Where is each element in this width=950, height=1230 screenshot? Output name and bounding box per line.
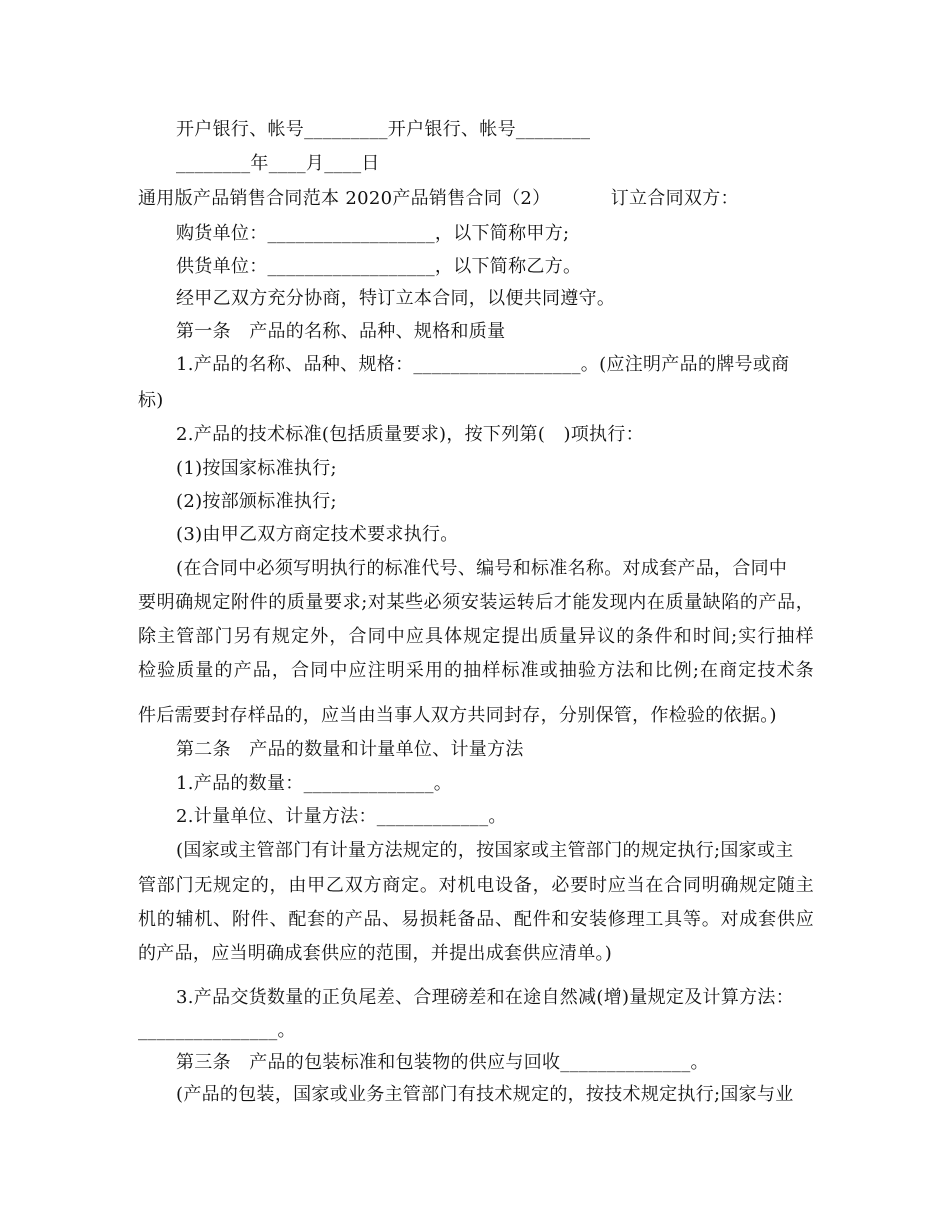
- list-item: (2)按部颁标准执行;: [176, 491, 337, 512]
- agreement-line: 经甲乙双方充分协商，特订立本合同，以便共同遵守。: [176, 288, 616, 309]
- paragraph-line: 检验质量的产品，合同中应注明采用的抽样标准或抽验方法和比例;在商定技术条: [138, 660, 814, 681]
- paragraph-line: 2.计量单位、计量方法：____________。: [176, 806, 507, 827]
- buyer-line: 购货单位：__________________，以下简称甲方;: [176, 223, 570, 244]
- paragraph-line: (产品的包装，国家或业务主管部门有技术规定的，按技术规定执行;国家与业: [176, 1084, 794, 1105]
- paragraph-line: 机的辅机、附件、配套的产品、易损耗备品、配件和安装修理工具等。对成套供应: [138, 909, 814, 930]
- article-3-heading: 第三条 产品的包装标准和包装物的供应与回收______________。: [176, 1052, 709, 1073]
- supplier-line: 供货单位：__________________，以下简称乙方。: [176, 256, 582, 277]
- list-item: (1)按国家标准执行;: [176, 458, 337, 479]
- date-line: ________年____月____日: [176, 153, 380, 174]
- blank-line: _______________。: [138, 1020, 296, 1041]
- paragraph-line: 3.产品交货数量的正负尾差、合理磅差和在途自然减(增)量规定及计算方法：: [176, 987, 795, 1008]
- paragraph-line: 管部门无规定的，由甲乙双方商定。对机电设备，必要时应当在合同明确规定随主: [138, 875, 814, 896]
- paragraph-line: 2.产品的技术标准(包括质量要求)，按下列第( )项执行：: [176, 424, 644, 445]
- list-item: (3)由甲乙双方商定技术要求执行。: [176, 524, 459, 545]
- bank-account-line: 开户银行、帐号_________开户银行、帐号________: [176, 119, 591, 140]
- paragraph-line: 除主管部门另有规定外，合同中应具体规定提出质量异议的条件和时间;实行抽样: [138, 626, 814, 647]
- paragraph-line: 标): [138, 390, 164, 411]
- paragraph-line: 1.产品的数量：______________。: [176, 773, 453, 794]
- paragraph-line: 件后需要封存样品的，应当由当事人双方共同封存，分别保管，作检验的依据。): [138, 705, 777, 726]
- article-1-heading: 第一条 产品的名称、品种、规格和质量: [176, 321, 506, 342]
- contract-title-line: 通用版产品销售合同范本 2020产品销售合同（2） 订立合同双方：: [138, 188, 739, 209]
- paragraph-line: 的产品，应当明确成套供应的范围，并提出成套供应清单。): [138, 943, 613, 964]
- paragraph-line: 要明确规定附件的质量要求;对某些必须安装运转后才能发现内在质量缺陷的产品，: [138, 592, 814, 613]
- paragraph-line: (在合同中必须写明执行的标准代号、编号和标准名称。对成套产品，合同中: [176, 558, 788, 579]
- paragraph-line: 1.产品的名称、品种、规格：__________________。(应注明产品的牌号或商: [176, 354, 790, 375]
- article-2-heading: 第二条 产品的数量和计量单位、计量方法: [176, 739, 524, 760]
- paragraph-line: (国家或主管部门有计量方法规定的，按国家或主管部门的规定执行;国家或主: [176, 840, 794, 861]
